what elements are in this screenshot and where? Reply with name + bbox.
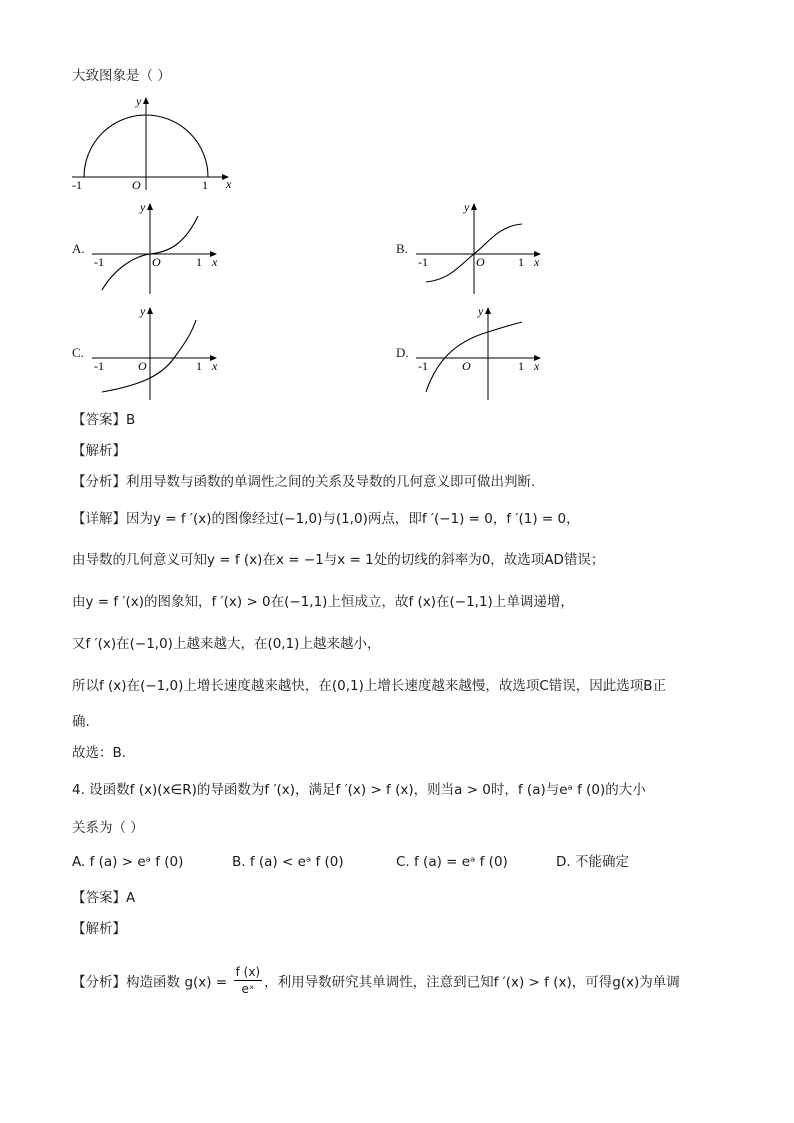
svg-text:O: O <box>152 255 161 269</box>
svg-text:y: y <box>464 200 470 214</box>
q4-option-a: A. f (a) > eᵃ f (0) <box>72 854 184 870</box>
g-fraction: $\frac{f (x)}{\text{eˣ}}$ <box>235 965 261 996</box>
option-a-graph <box>90 198 230 296</box>
svg-text:y: y <box>478 304 484 318</box>
q3-line6: 确. <box>72 714 90 730</box>
svg-text:-1: -1 <box>418 255 428 269</box>
q3-line5: 所以f (x)在(−1,0)上增长速度越来越快，在(0,1)上增长速度越来越慢，故选项C错误，因此选项B正 <box>72 678 667 694</box>
option-a-label: A. <box>72 241 85 256</box>
q4-stem-line2: 关系为（ ） <box>72 820 144 836</box>
svg-text:x: x <box>534 359 540 373</box>
answer-tag: 【答案】 <box>72 412 126 428</box>
q4-analysis-tag: 【解析】 <box>72 921 126 937</box>
main-graph <box>70 92 250 192</box>
q3-line4: 又f ′(x)在(−1,0)上越来越大，在(0,1)上越来越小， <box>72 636 381 652</box>
svg-text:1: 1 <box>196 255 202 269</box>
option-b-label: B. <box>396 241 408 256</box>
option-c-graph <box>90 302 230 402</box>
y-label: y <box>136 94 142 108</box>
svg-text:-1: -1 <box>94 359 104 373</box>
q4-answer-line: 【答案】A <box>72 890 136 906</box>
svg-text:x: x <box>212 255 218 269</box>
answer-value: B <box>126 412 136 428</box>
svg-text:y: y <box>140 200 146 214</box>
q3-xiangjie-line: 【详解】因为y = f ′(x)的图像经过(−1,0)与(1,0)两点，即f ′(−1) = 0，f ′(1) = 0， <box>72 511 580 527</box>
svg-text:O: O <box>138 359 147 373</box>
q4-fenxi-line: 【分析】构造函数 g(x) = $\frac{f (x)}{\text{eˣ}}$ ，利用导数研究其单调性，注意到已知f ′(x) > f (x)，可得g(x)为单调 <box>72 965 680 996</box>
question-stem-tail: 大致图象是（ ） <box>72 68 171 84</box>
svg-text:O: O <box>462 359 471 373</box>
option-c-label: C. <box>72 345 84 360</box>
svg-text:-1: -1 <box>94 255 104 269</box>
x-label: x <box>226 177 232 191</box>
option-d-graph <box>414 302 554 402</box>
q4-option-d: D. 不能确定 <box>556 854 629 870</box>
svg-text:-1: -1 <box>418 359 428 373</box>
tick-1: 1 <box>202 178 208 192</box>
svg-text:O: O <box>476 255 485 269</box>
curve-d <box>426 322 522 392</box>
svg-text:1: 1 <box>518 255 524 269</box>
svg-text:y: y <box>140 304 146 318</box>
curve-c <box>102 320 196 392</box>
option-d-label: D. <box>396 345 409 360</box>
q3-line2: 由导数的几何意义可知y = f (x)在x = −1与x = 1处的切线的斜率为0，故选项AD错误； <box>72 552 605 568</box>
option-b-graph <box>414 198 554 296</box>
q3-line3: 由y = f ′(x)的图象知，f ′(x) > 0在(−1,1)上恒成立，故f (x)在(−1,1)上单调递增， <box>72 594 574 610</box>
svg-text:1: 1 <box>518 359 524 373</box>
tick-neg1: -1 <box>72 178 82 192</box>
q3-fenxi-line: 【分析】利用导数与函数的单调性之间的关系及导数的几何意义即可做出判断. <box>72 474 536 490</box>
q3-answer-line <box>72 410 135 430</box>
svg-text:x: x <box>534 255 540 269</box>
q4-stem-line1: 4. 设函数f (x)(x∈R)的导函数为f ′(x)，满足f ′(x) > f (x)，则当a > 0时，f (a)与eᵃ f (0)的大小 <box>72 782 646 798</box>
q4-option-b: B. f (a) < eᵃ f (0) <box>232 854 344 870</box>
origin-label: O <box>132 178 141 192</box>
q3-analysis-tag: 【解析】 <box>72 443 126 459</box>
svg-text:1: 1 <box>196 359 202 373</box>
q3-choose: 故选：B. <box>72 745 127 761</box>
q4-option-c: C. f (a) = eᵃ f (0) <box>396 854 508 870</box>
svg-text:x: x <box>212 359 218 373</box>
